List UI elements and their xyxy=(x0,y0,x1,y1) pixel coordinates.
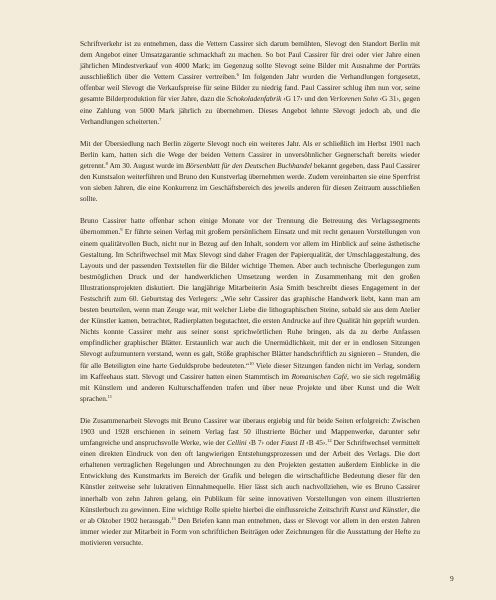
text-run: Viele dieser Sitzungen fanden nicht im Verlag, sondern im Kaffeehaus statt. Slevogt und Cassirer hatten einen Stammtisch im xyxy=(80,360,421,381)
footnote-marker: 9 xyxy=(120,227,123,233)
text-run: Mit der Übersiedlung nach Berlin zögerte Slevogt noch ein weiteres Jahr. Als er schließlich im Herbst 1901 nach Berlin kam, hatten sich die Wege der beiden Vettern Cassirer in unversöhnlicher Gegnerschaft bereits wieder getrennt. xyxy=(80,138,420,170)
text-run: ‹B 7› oder xyxy=(246,438,281,448)
text-run: Im folgenden Jahr wurden die Verhandlungen fortgesetzt, offenbar weil Slevogt die Verkaufspreise für seine Bilder zu niedrig fand. Paul Cassirer schlug ihm nun vor, seine gesamte Bilderproduktion für vier Jahre, dazu die xyxy=(80,72,421,104)
footnote-marker: 7 xyxy=(159,116,162,122)
italic-title: Schokoladenfabrik xyxy=(226,94,282,104)
text-run: Die Zusammenarbeit Slevogts mit Bruno Cassirer war überaus ergiebig und für beide Seiten erfolgreich: Zwischen 1903 und 1928 erschienen in seinem Verlag fast 50 illustrierte Bücher und Mappenwerke, darunter sehr umfangreiche und anspruchsvolle Werke, wie der xyxy=(80,415,420,448)
text-run: Der Schriftwechsel vermittelt einen direkten Eindruck von den oft langwierigen Entstehungsprozessen und der Arbeit des Verlags. Die dort erhaltenen vertraglichen Regelungen und Abrechnungen zu den Projekten gestatten außerdem Einblicke in die Entwicklung des Kunstmarkts im Bereich der Grafik und belegen die wirtschaftliche Bedeutung dieser für den Künstler zeitweise sehr lukrativen Einnahmequelle. Hier lässt sich auch nachvollziehen, wie es Bruno Cassirer innerhalb von zehn Jahren gelang, ein Publikum für seine innovativen Vorstellungen von einem illustrierten Künstlerbuch zu gewinnen. Eine wichtige Rolle spielte hierbei die einflussreiche Zeitschrift xyxy=(80,438,420,514)
text-run: , wo sie sich regelmäßig mit Künstlern und anderen Kulturschaffenden trafen und über neue Projekte und über Kunst und die Welt sprachen. xyxy=(80,371,420,403)
paragraph xyxy=(80,415,420,548)
text-run: bekannt gegeben, dass Paul Cassirer den Kunstsalon weiterführen und Bruno den Kunstverlag übernehmen werde. Zudem vereinbarten sie eine Sperrfrist von sieben Jahren, die eine Konkurrenz im Geschäftsbereich des jeweils anderen für diesen Zeitraum ausschließen sollte. xyxy=(80,160,420,204)
footnote-marker: 12 xyxy=(327,438,332,444)
text-run: Am 30. August wurde im xyxy=(107,160,186,170)
footnote-marker: 10 xyxy=(249,360,254,366)
italic-title: Romanischen Café xyxy=(291,371,347,381)
italic-title: Cellini xyxy=(226,438,247,448)
text-run: Bruno Cassirer hatte offenbar schon einige Monate vor der Trennung die Betreuung des Verlagssegments übernommen. xyxy=(80,216,420,237)
text-run: Den Briefen kann man entnehmen, dass er Slevogt vor allem in den ersten Jahren immer wieder zur Mitarbeit in Form von schriftlichen Beiträgen oder Zeichnungen für die Ausstattung der Hefte zu motivieren versuchte. xyxy=(80,515,420,547)
text-run: ‹B 45›. xyxy=(304,438,328,448)
footnote-marker: 8 xyxy=(105,160,108,166)
footnote-marker: 11 xyxy=(107,393,113,399)
page-number: 9 xyxy=(450,574,454,583)
text-run: , die er ab Oktober 1902 herausgab. xyxy=(80,504,421,525)
paragraph xyxy=(80,215,420,404)
footnote-marker: 13 xyxy=(171,515,176,521)
italic-title: Kunst und Künstler xyxy=(350,504,408,514)
text-run: Schriftverkehr ist zu entnehmen, dass die Vettern Cassirer sich darum bemühten, Slevogt den Standort Berlin mit dem Angebot einer Umsatzgarantie schmackhaft zu machen. So bot Paul Cassirer für drei oder vier Jahre einen jährlichen Mindestverkauf von 4000 Mark; im Gegenzug sollte Slevogt seine Bilder mit Ausnahme der Porträts ausschließlich über die Vettern Cassirer vertreiben. xyxy=(80,39,420,82)
footnote-marker: 6 xyxy=(236,72,239,78)
paragraph xyxy=(80,138,420,205)
italic-title: Verlorenen Sohn xyxy=(329,94,378,104)
italic-title: Börsenblatt für den Deutschen Buchhandel xyxy=(185,160,312,170)
text-run: Er führte seinen Verlag mit großem persönlichem Einsatz und mit recht genauen Vorstellungen von einem qualitätvollen Buch, nicht nur in Bezug auf den Inhalt, sondern vor allem im Hinblick auf seine ästhetische Gestaltung. Im Schriftwechsel mit Max Slevogt sind daher Fragen der Papierqualität, der Umschlaggestaltung, des Layouts und der passenden Textstellen für die Bilder wichtige Themen. Aber auch technische Überlegungen zum bestmöglichen Druck und der handwerklichen Umsetzung werden in Zusammenhang mit den großen Illustrationsprojekten diskutiert. Die langjährige Mitarbeiterin Asia Smith beschreibt dieses Engagement in der Festschrift zum 60. Geburtstag des Verlegers: „Wie sehr Cassirer das graphische Handwerk liebt, kann man am besten beurteilen, wenn man Zeuge war, mit welcher Liebe die lithographischen Steine, sobald sie aus dem Atelier der Künstler kamen, betrachtet, Radierplatten begutachtet, die ersten Andrucke auf ihre Qualität hin geprüft wurden. Nichts konnte Cassirer mehr aus seiner sonst sprichwörtlichen Ruhe bringen, als da zu derbe Anfassen empfindlicher graphischer Blätter. Erstaunlich war auch die Unermüdlichkeit, mit der er in endlosen Sitzungen Slevogt aufzumuntern verstand, wenn es galt, Stöße graphischer Blätter handschriftlich zu signieren – Stunden, die für alle Beteiligten eine harte Geduldsprobe bedeuteten.“ xyxy=(80,227,420,370)
body-text xyxy=(80,38,420,559)
paragraph xyxy=(80,38,420,127)
text-run: ‹G 17› und den xyxy=(281,94,330,104)
italic-title: Faust II xyxy=(280,438,305,448)
text-run: ‹G 31›, gegen eine Zahlung von 5000 Mark jährlich zu übernehmen. Dieses Angebot lehnte Slevogt jedoch ab, und die Verhandlungen scheiterten. xyxy=(80,94,420,126)
